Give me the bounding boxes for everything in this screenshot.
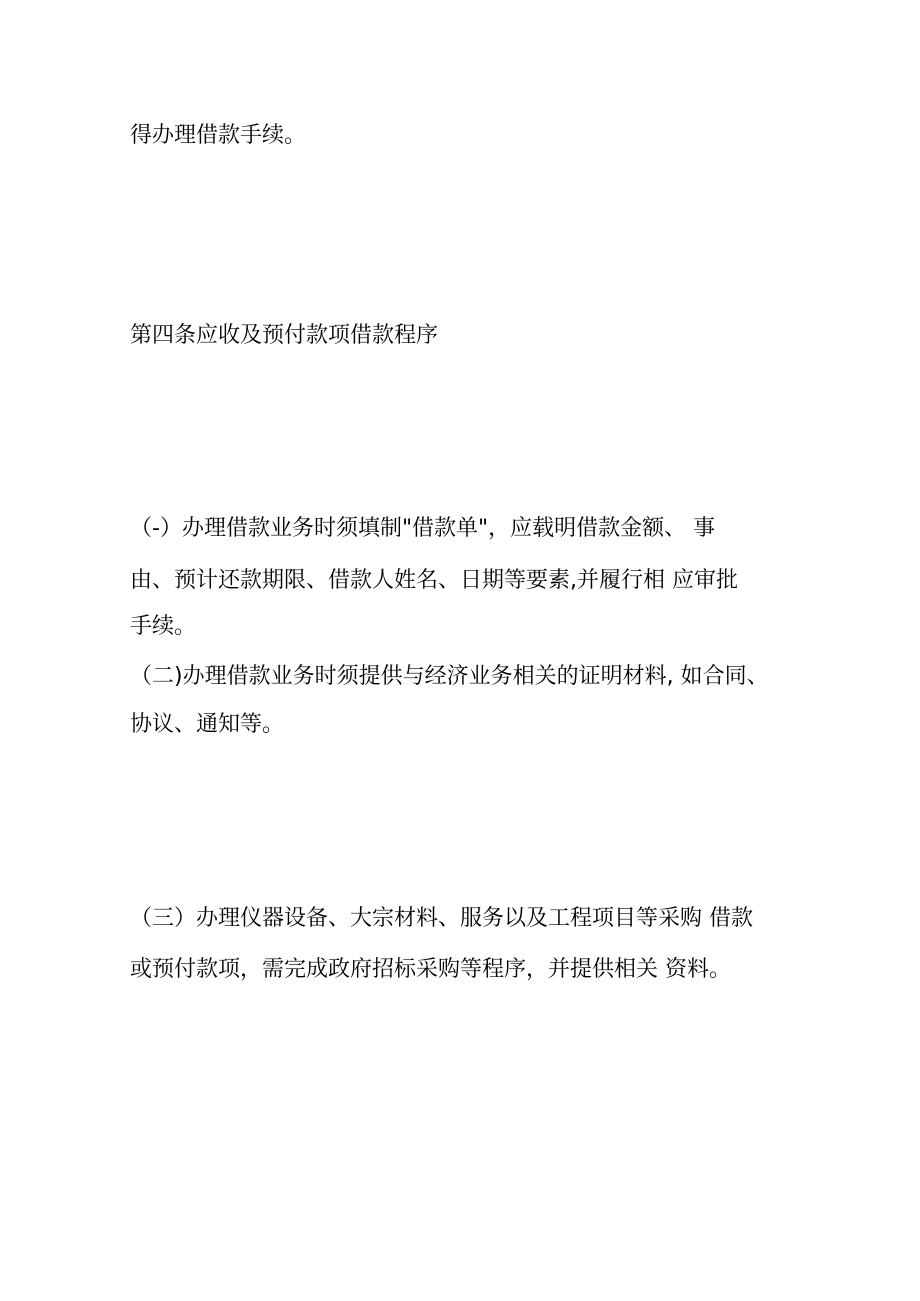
clause-3-line-1: （三）办理仪器设备、大宗材料、服务以及工程项目等采购 借款 — [130, 906, 753, 931]
clause-1-line-1: （-）办理借款业务时须填制"借款单"，应载明借款金额、 事 — [130, 516, 716, 541]
clause-3-line-2: 或预付款项，需完成政府招标采购等程序，并提供相关 资料。 — [130, 957, 731, 982]
clause-1-line-2: 由、预计还款期限、借款人姓名、日期等要素,并履行相 应审批 — [130, 568, 738, 593]
clause-1-line-3: 手续。 — [130, 614, 197, 639]
section-heading-article-4: 第四条应收及预付款项借款程序 — [130, 323, 439, 348]
clause-2-line-1: （二)办理借款业务时须提供与经济业务相关的证明材料, 如合同、 — [130, 664, 769, 689]
text-line-procedure-end: 得办理借款手续。 — [130, 123, 307, 148]
clause-2-line-2: 协议、通知等。 — [130, 712, 285, 737]
